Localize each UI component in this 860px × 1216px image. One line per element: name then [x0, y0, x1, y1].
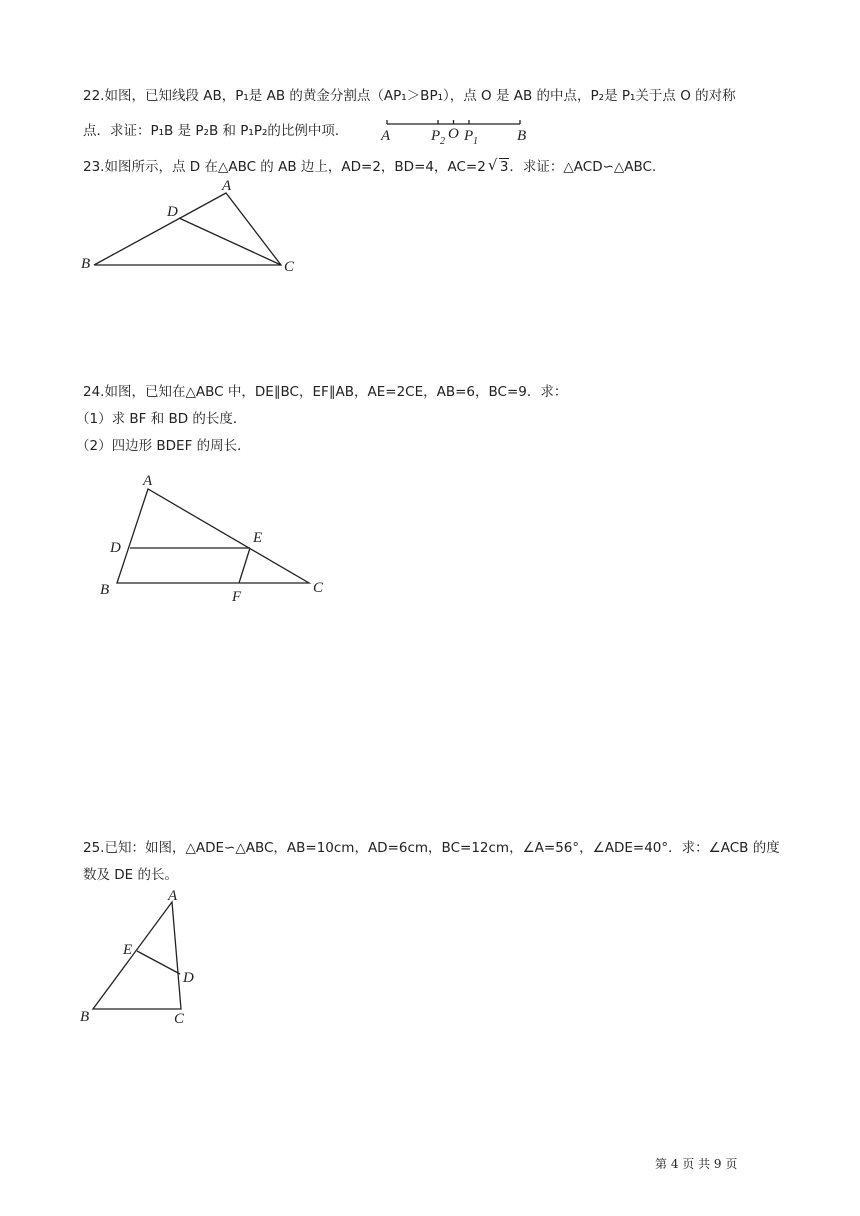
q24-label-b: B — [100, 582, 110, 598]
q23-label-c: C — [284, 259, 295, 275]
q23-sqrt — [490, 157, 510, 177]
q22-label-p1: P — [464, 128, 474, 144]
q22-label-o: O — [448, 126, 459, 142]
q23-triangle-figure — [76, 176, 306, 276]
q24-part2: （2）四边形 BDEF 的周长． — [76, 438, 251, 454]
q22-line1: 22.如图，已知线段 AB，P₁是 AB 的黄金分割点（AP₁＞BP₁），点 O 是 AB 的中点，P₂是 P₁关于点 O 的对称 — [83, 88, 736, 104]
page-number-footer: 第 4 页 共 9 页 — [655, 1157, 738, 1171]
q22-label-p2: P — [431, 128, 441, 144]
q23-sqrt-value: 3 — [499, 159, 509, 175]
q22-label-b: B — [517, 128, 527, 144]
q25-label-a: A — [168, 888, 178, 904]
q23-line — [83, 157, 666, 177]
q24-label-e: E — [253, 530, 263, 546]
q24-label-a: A — [143, 473, 153, 489]
q25-line1: 25.已知：如图，△ADE∽△ABC，AB=10cm，AD=6cm，BC=12cm，∠A=56°，∠ADE=40°．求：∠ACB 的度 — [83, 840, 780, 856]
q24-label-d: D — [110, 540, 121, 556]
q25-triangle-figure — [76, 884, 206, 1029]
q25-label-d: D — [183, 970, 194, 986]
q25-label-c: C — [174, 1011, 185, 1027]
q22-label-a: A — [381, 128, 391, 144]
q22-label-p2-sub: 2 — [440, 136, 445, 147]
q25-label-b: B — [80, 1009, 90, 1025]
q25-label-e: E — [123, 942, 133, 958]
q23-text-before: 23.如图所示，点 D 在△ABC 的 AB 边上，AD=2，BD=4，AC=2 — [83, 159, 486, 175]
q23-label-d: D — [167, 204, 178, 220]
q24-label-c: C — [313, 580, 324, 596]
q22-label-p1-sub: 1 — [473, 136, 478, 147]
q24-line1: 24.如图，已知在△ABC 中，DE∥BC，EF∥AB，AE=2CE，AB=6，BC=9．求： — [83, 384, 568, 400]
q24-triangle-figure — [94, 466, 344, 608]
q23-label-b: B — [81, 256, 91, 272]
q23-label-a: A — [222, 178, 232, 194]
q25-line2: 数及 DE 的长。 — [83, 867, 179, 883]
q24-part1: （1）求 BF 和 BD 的长度． — [76, 411, 247, 427]
q23-text-after: ．求证：△ACD∽△ABC． — [509, 159, 666, 175]
q22-line2: 点．求证：P₁B 是 P₂B 和 P₁P₂的比例中项． — [83, 123, 349, 139]
q24-label-f: F — [232, 589, 242, 605]
q22-segment-figure — [376, 112, 536, 148]
